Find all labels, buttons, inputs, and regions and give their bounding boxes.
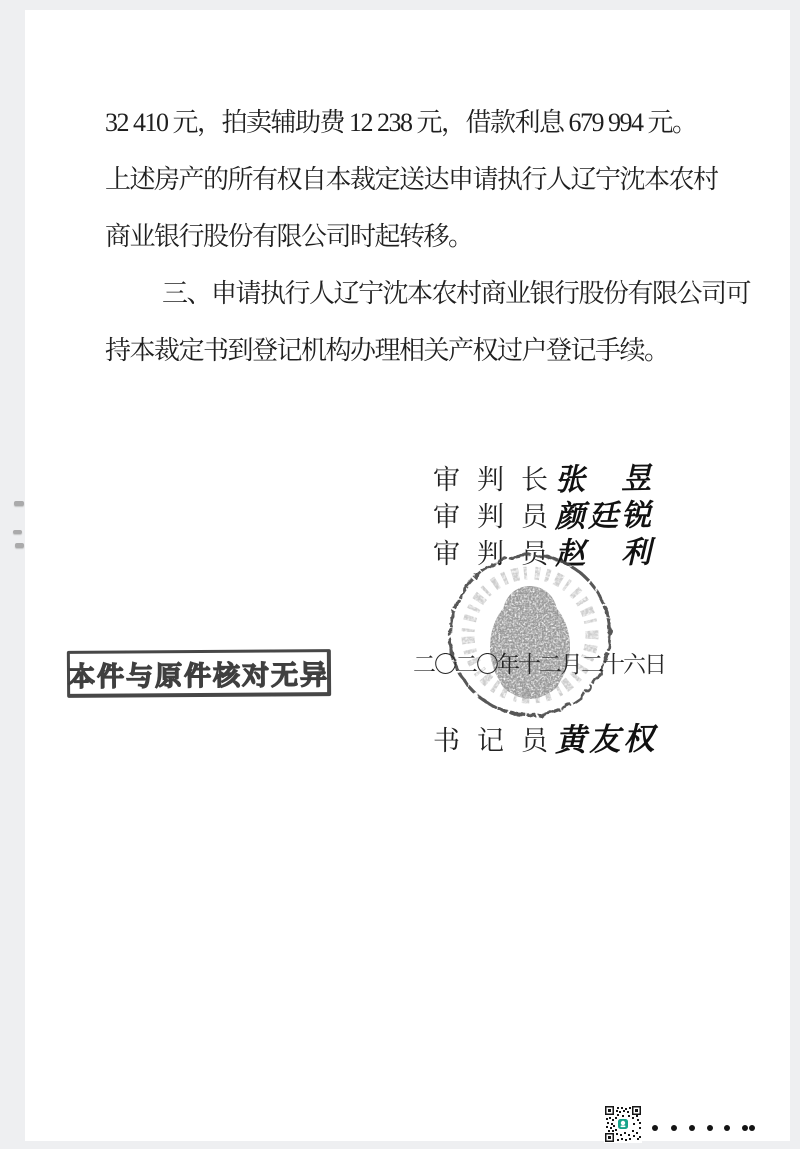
judge-role-label: 审判员 bbox=[433, 502, 565, 532]
dot-icon bbox=[749, 1125, 755, 1131]
qr-code-icon bbox=[604, 1105, 642, 1143]
binding-mark bbox=[14, 501, 24, 506]
body-line: 持本裁定书到登记机构办理相关产权过户登记手续。 bbox=[105, 336, 669, 365]
body-line: 三、申请执行人辽宁沈本农村商业银行股份有限公司可 bbox=[162, 279, 751, 308]
dot-icon bbox=[671, 1125, 677, 1131]
verification-stamp bbox=[67, 649, 331, 698]
dot-icon bbox=[652, 1125, 658, 1131]
binding-mark bbox=[13, 530, 22, 534]
body-line: 上述房产的所有权自本裁定送达申请执行人辽宁沈本农村 bbox=[105, 165, 718, 194]
clerk-signature: 黄友权 bbox=[554, 721, 658, 758]
body-line: 商业银行股份有限公司时起转移。 bbox=[105, 222, 473, 251]
judge-role-label: 审判员 bbox=[433, 539, 565, 569]
dot-icon bbox=[724, 1125, 730, 1131]
judge-signature: 赵 利 bbox=[554, 536, 655, 571]
judge-role-label: 审判长 bbox=[433, 465, 565, 495]
court-seal-icon bbox=[446, 551, 614, 719]
body-line: 32 410 元，拍卖辅助费 12 238 元，借款利息 679 994 元。 bbox=[105, 108, 697, 137]
clerk-row bbox=[433, 714, 657, 759]
verification-stamp-text: 本件与原件核对无异 bbox=[67, 659, 330, 692]
judge-signature: 颜廷锐 bbox=[554, 499, 655, 534]
judge-signature: 张 昱 bbox=[554, 462, 655, 497]
binding-mark bbox=[15, 543, 24, 548]
ruling-body-text bbox=[105, 94, 751, 379]
clerk-role-label: 书记员 bbox=[433, 726, 565, 756]
dot-icon bbox=[742, 1125, 748, 1131]
ruling-date: 二〇二〇年十二月二十六日 bbox=[413, 652, 665, 677]
dot-icon bbox=[707, 1125, 713, 1131]
document-page bbox=[25, 10, 790, 1141]
dot-icon bbox=[689, 1125, 695, 1131]
